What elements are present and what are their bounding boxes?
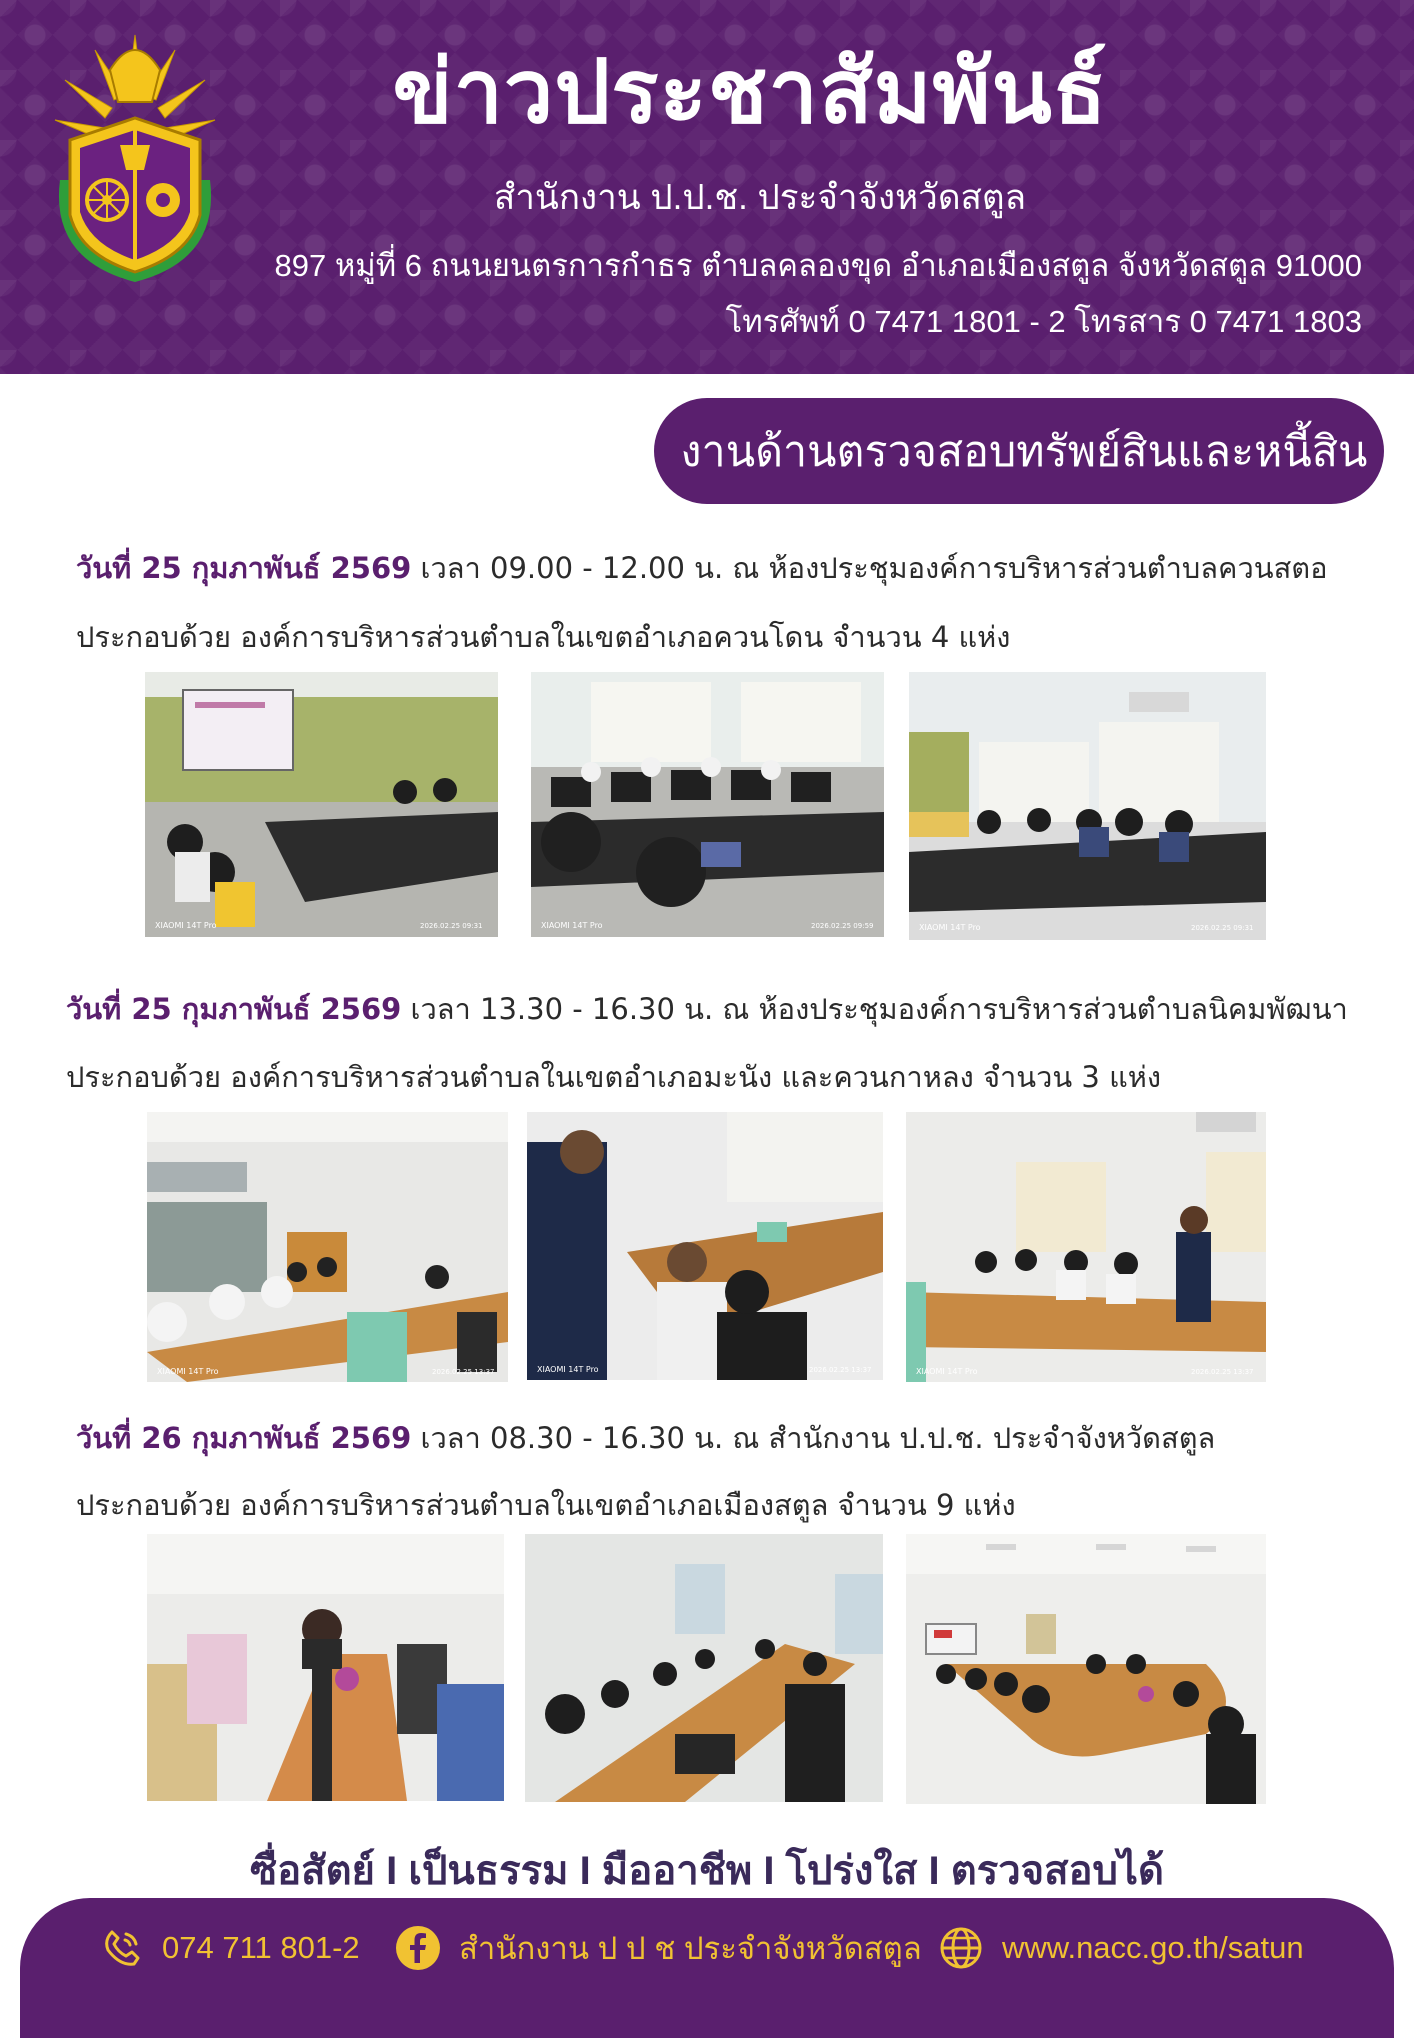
header-banner [0, 0, 1414, 376]
page-title: ข่าวประชาสัมพันธ์ [392, 42, 1108, 141]
photo-watermark: XIAOMI 14T Pro [541, 921, 603, 930]
nacc-emblem-icon [40, 30, 230, 292]
photo-timestamp: 2026.02.25 13:37 [432, 1368, 495, 1376]
footer-phone[interactable] [100, 1918, 360, 1978]
agency-address: 897 หมู่ที่ 6 ถนนยนตรการกำธร ตำบลคลองขุด อำเภอเมืองสตูล จังหวัดสตูล 91000 [274, 248, 1362, 283]
event-1-date: วันที่ 25 กุมภาพันธ์ 2569 [76, 551, 412, 585]
footer-facebook-text: สำนักงาน ป ป ช ประจำจังหวัดสตูล [459, 1931, 922, 1966]
footer-phone-text: 074 711 801-2 [162, 1930, 360, 1965]
event-3-detail: เวลา 08.30 - 16.30 น. ณ สำนักงาน ป.ป.ช. ประจำจังหวัดสตูล [411, 1421, 1216, 1455]
section-badge: งานด้านตรวจสอบทรัพย์สินและหนี้สิน [654, 398, 1384, 504]
footer-website-text: www.nacc.go.th/satun [1002, 1930, 1304, 1965]
core-values-motto: ซื่อสัตย์ I เป็นธรรม I มืออาชีพ I โปร่งใส I ตรวจสอบได้ [249, 1849, 1165, 1893]
photo-timestamp: 2026.02.25 13:37 [1191, 1368, 1254, 1376]
event-2-photo-3 [906, 1112, 1266, 1382]
photo-watermark: XIAOMI 14T Pro [155, 921, 217, 930]
event-1-line-2: ประกอบด้วย องค์การบริหารส่วนตำบลในเขตอำเภอควนโดน จำนวน 4 แห่ง [76, 620, 1011, 654]
globe-icon [938, 1925, 984, 1971]
event-2-line-2: ประกอบด้วย องค์การบริหารส่วนตำบลในเขตอำเภอมะนัง และควนกาหลง จำนวน 3 แห่ง [66, 1060, 1162, 1094]
event-1-detail: เวลา 09.00 - 12.00 น. ณ ห้องประชุมองค์การบริหารส่วนตำบลควนสตอ [411, 551, 1328, 585]
event-3-line-2: ประกอบด้วย องค์การบริหารส่วนตำบลในเขตอำเภอเมืองสตูล จำนวน 9 แห่ง [76, 1488, 1016, 1522]
event-3-photo-1 [147, 1534, 504, 1801]
footer-facebook[interactable] [395, 1918, 922, 1978]
event-3-photo-2 [525, 1534, 883, 1802]
event-3-date: วันที่ 26 กุมภาพันธ์ 2569 [76, 1421, 412, 1455]
photo-watermark: XIAOMI 14T Pro [919, 923, 981, 932]
event-1-line-1 [76, 545, 1328, 591]
photo-timestamp: 2026.02.25 09:31 [1191, 924, 1254, 932]
facebook-icon [395, 1925, 441, 1971]
footer-website[interactable] [938, 1918, 1304, 1978]
event-1-photo-3 [909, 672, 1266, 940]
agency-name: สำนักงาน ป.ป.ช. ประจำจังหวัดสตูล [493, 178, 1027, 217]
event-1-photo-2 [531, 672, 884, 937]
phone-icon [100, 1926, 144, 1970]
event-2-detail: เวลา 13.30 - 16.30 น. ณ ห้องประชุมองค์การบริหารส่วนตำบลนิคมพัฒนา [401, 992, 1348, 1026]
event-1-photo-1 [145, 672, 498, 937]
photo-timestamp: 2026.02.25 13:37 [809, 1366, 872, 1374]
agency-phone-fax: โทรศัพท์ 0 7471 1801 - 2 โทรสาร 0 7471 1803 [725, 304, 1362, 339]
event-2-date: วันที่ 25 กุมภาพันธ์ 2569 [66, 992, 402, 1026]
event-3-line-1 [76, 1415, 1215, 1461]
photo-timestamp: 2026.02.25 09:31 [420, 922, 483, 930]
event-2-line-1 [66, 986, 1348, 1032]
photo-watermark: XIAOMI 14T Pro [157, 1367, 219, 1376]
event-2-photo-2 [527, 1112, 883, 1380]
photo-watermark: XIAOMI 14T Pro [537, 1365, 599, 1374]
photo-timestamp: 2026.02.25 09:59 [811, 922, 874, 930]
event-3-photo-3 [906, 1534, 1266, 1804]
photo-watermark: XIAOMI 14T Pro [916, 1367, 978, 1376]
event-2-photo-1 [147, 1112, 508, 1382]
